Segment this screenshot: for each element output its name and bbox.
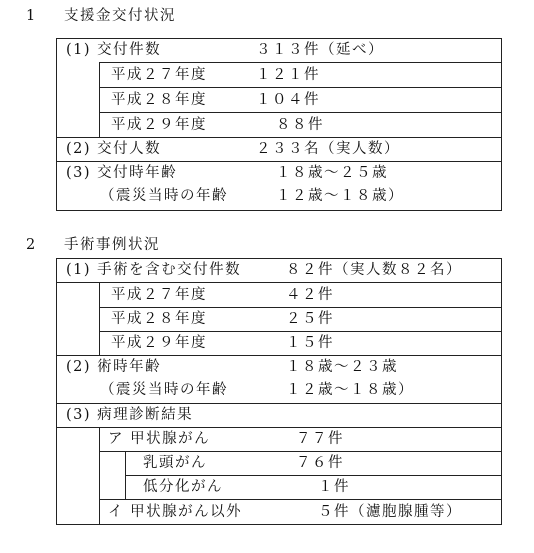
s1-people-label: (2) 交付人数 [66, 141, 162, 157]
s2-age-value: １８歳～２３歳 [286, 359, 398, 375]
s1-year-value: １２１件 [256, 67, 320, 83]
s1-count-label: (1) 交付件数 [66, 42, 162, 58]
s2-year-label: 平成２９年度 [111, 335, 207, 351]
s2-year-value: ２５件 [286, 311, 334, 327]
section2-title: 手術事例状況 [64, 237, 160, 253]
s2-pathology-label: (3) 病理診断結果 [66, 407, 194, 423]
s2-quake-age-label: （震災当時の年齢 [100, 382, 228, 398]
s2-year-value: １５件 [286, 335, 334, 351]
s2-count-value: ８２件（実人数８２名） [286, 262, 462, 278]
s2-age-label: (2) 術時年齢 [66, 359, 162, 375]
s1-year-value: １０４件 [256, 92, 320, 108]
s2-papillary-label: 乳頭がん [143, 455, 207, 471]
s1-quake-age-value: １２歳～１８歳） [276, 188, 404, 204]
s1-people-value: ２３３名（実人数） [256, 141, 400, 157]
s2-poorly-diff-value: １件 [318, 479, 350, 495]
s2-thyroid-cancer-value: ７７件 [296, 431, 344, 447]
s1-year-label: 平成２９年度 [111, 117, 207, 133]
s2-year-label: 平成２７年度 [111, 287, 207, 303]
s1-count-value: ３１３件（延べ） [256, 42, 384, 58]
s2-year-label: 平成２８年度 [111, 311, 207, 327]
s2-papillary-value: ７６件 [296, 455, 344, 471]
s1-year-label: 平成２７年度 [111, 67, 207, 83]
section1-number: 1 [26, 8, 37, 24]
section2-number: 2 [26, 237, 37, 253]
s2-non-cancer-value: ５件（濾胞腺腫等） [318, 504, 462, 520]
s2-year-value: ４２件 [286, 287, 334, 303]
s2-non-cancer-label: イ 甲状腺がん以外 [108, 504, 243, 520]
s1-year-value: ８８件 [276, 117, 324, 133]
s1-quake-age-label: （震災当時の年齢 [100, 188, 228, 204]
s2-poorly-diff-label: 低分化がん [143, 479, 223, 495]
s1-age-value: １８歳～２５歳 [276, 165, 388, 181]
s2-quake-age-value: １２歳～１８歳） [286, 382, 414, 398]
s1-age-label: (3) 交付時年齢 [66, 165, 178, 181]
section1-title: 支援金交付状況 [64, 8, 176, 24]
s2-thyroid-cancer-label: ア 甲状腺がん [108, 431, 211, 447]
s2-count-label: (1) 手術を含む交付件数 [66, 262, 242, 278]
s1-year-label: 平成２８年度 [111, 92, 207, 108]
